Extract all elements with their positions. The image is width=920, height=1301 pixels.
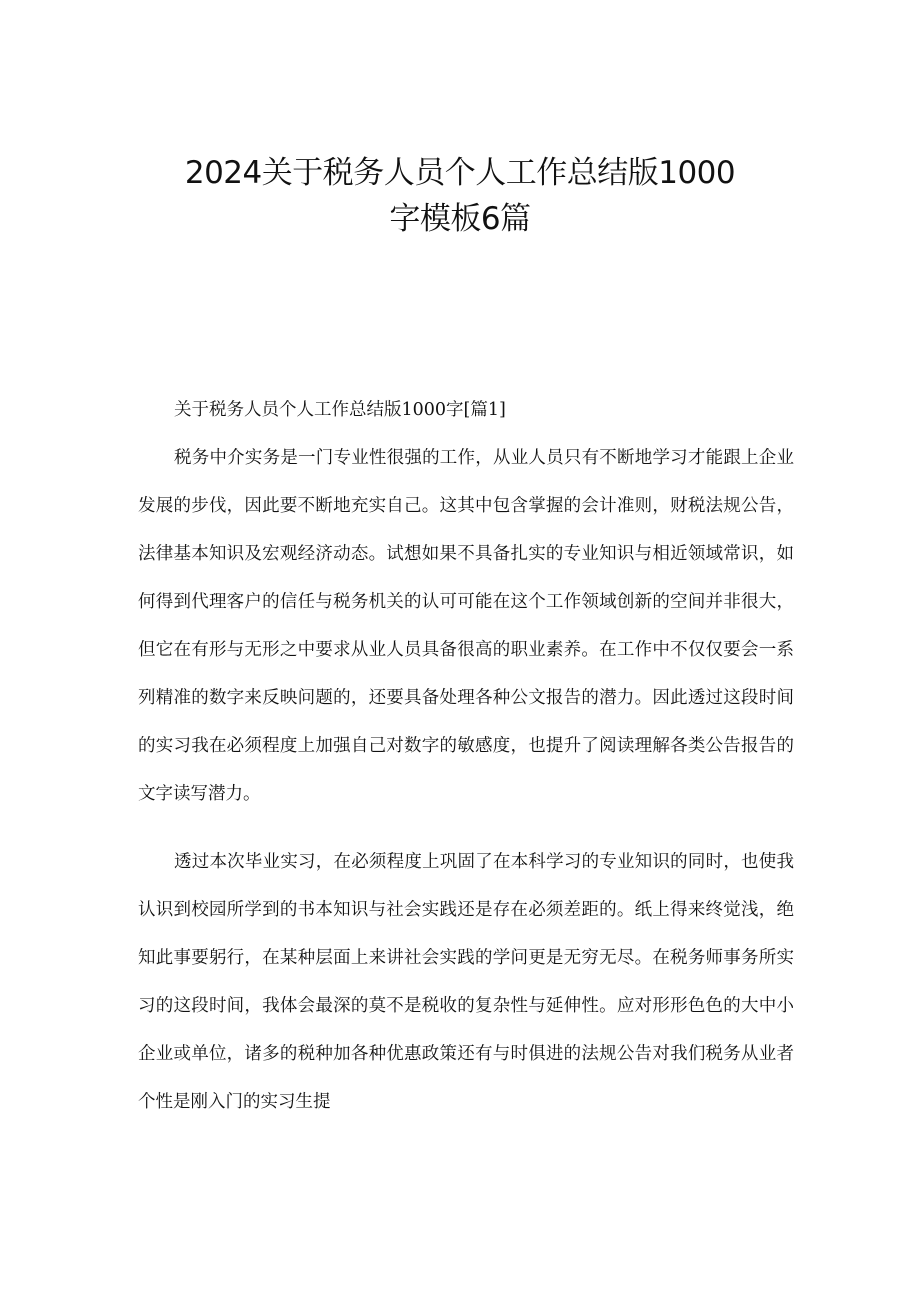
document-title-line-1: 2024关于税务人员个人工作总结版1000 (184, 155, 736, 191)
document-body (138, 386, 794, 1126)
paragraph: 税务中介实务是一门专业性很强的工作，从业人员只有不断地学习才能跟上企业发展的步伐，因此要不断地充实自己。这其中包含掌握的会计准则，财税法规公告，法律基本知识及宏观经济动态。试想如果不具备扎实的专业知识与相近领域常识，如何得到代理客户的信任与税务机关的认可可能在这个工作领域创新的空间并非很大，但它在有形与无形之中要求从业人员具备很高的职业素养。在工作中不仅仅要会一系列精准的数字来反映问题的，还要具备处理各种公文报告的潜力。因此透过这段时间的实习我在必须程度上加强自己对数字的敏感度，也提升了阅读理解各类公告报告的文字读写潜力。 (138, 448, 794, 804)
paragraph: 透过本次毕业实习，在必须程度上巩固了在本科学习的专业知识的同时，也使我认识到校园所学到的书本知识与社会实践还是存在必须差距的。纸上得来终觉浅，绝知此事要躬行，在某种层面上来讲社会实践的学问更是无穷无尽。在税务师事务所实习的这段时间，我体会最深的莫不是税收的复杂性与延伸性。应对形形色色的大中小企业或单位，诸多的税种加各种优惠政策还有与时俱进的法规公告对我们税务从业者个性是刚入门的实习生提 (138, 852, 794, 1112)
document-title (100, 150, 820, 242)
section-heading: 关于税务人员个人工作总结版1000字[篇1] (174, 400, 506, 420)
document-title-line-2: 字模板6篇 (389, 201, 531, 237)
